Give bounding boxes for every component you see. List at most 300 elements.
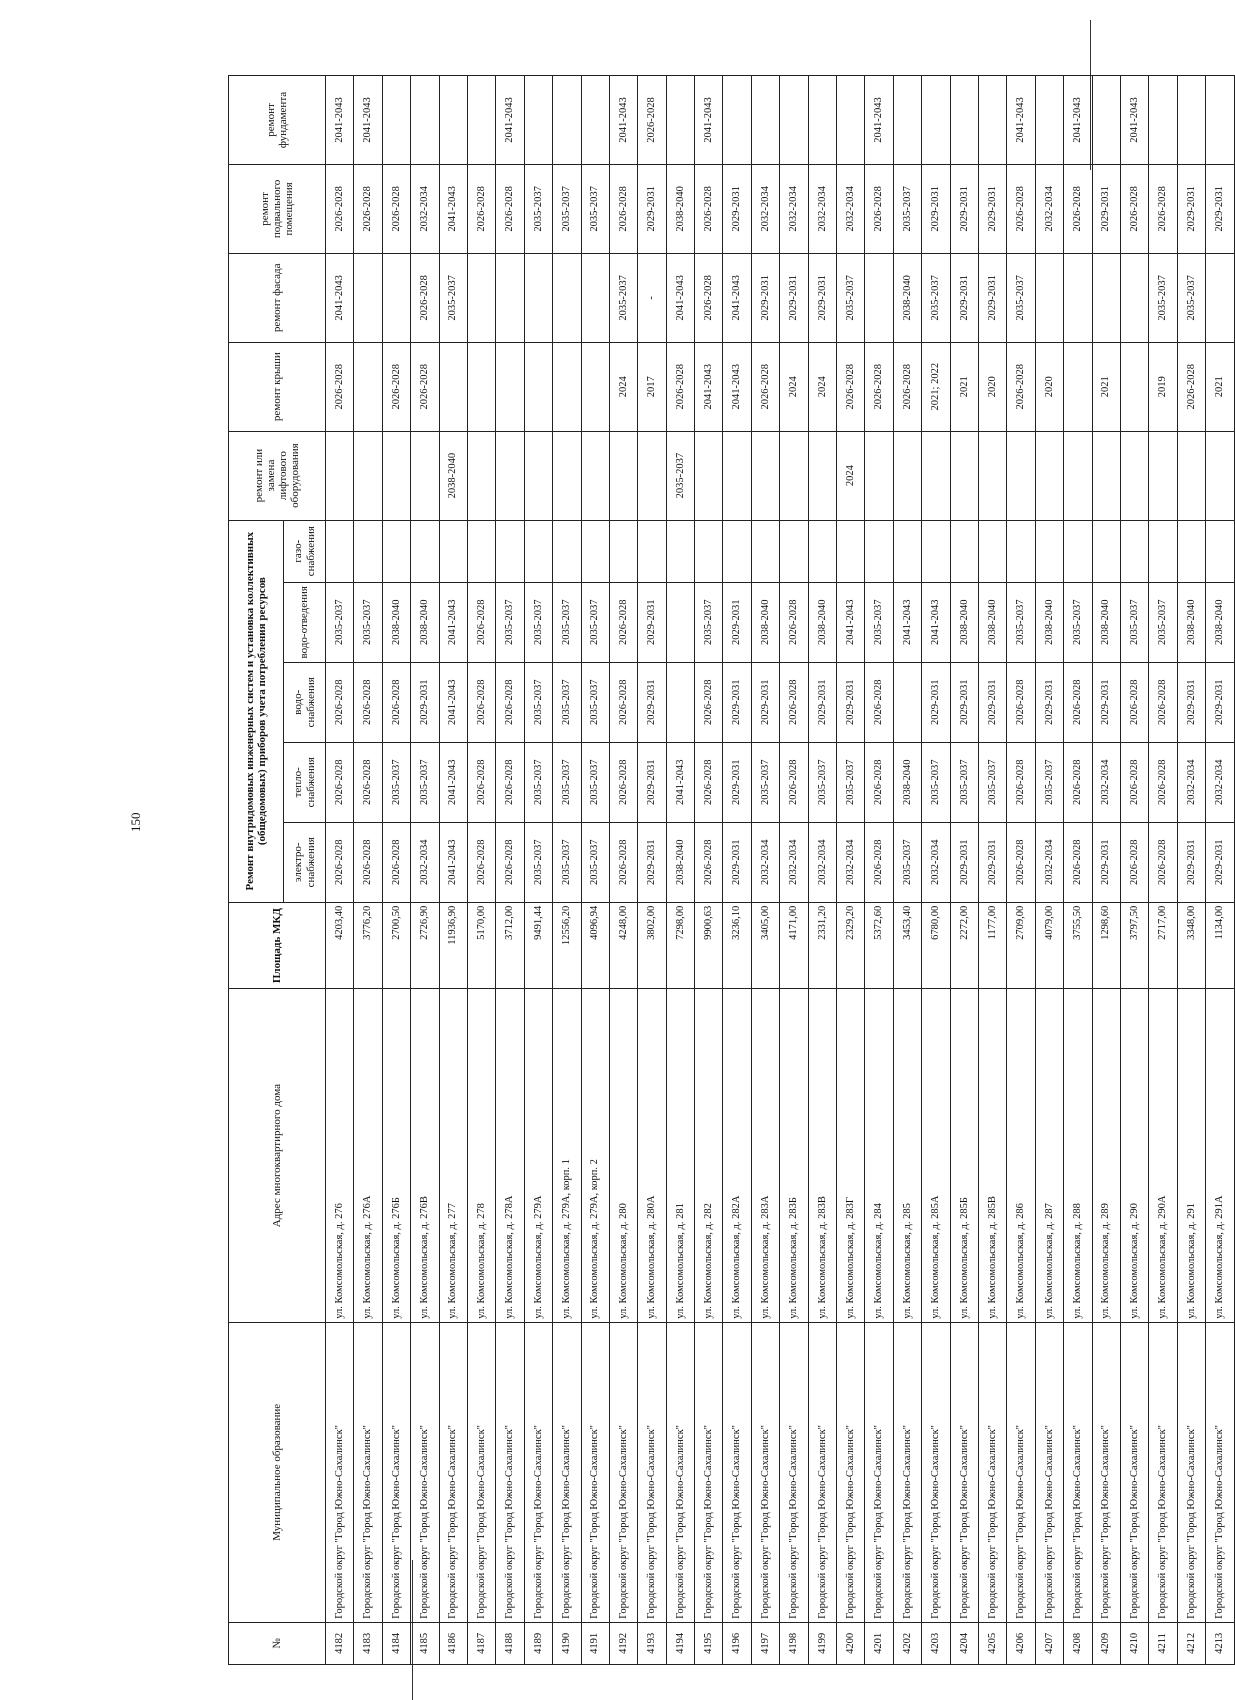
basement-cell: 2032-2034 [751, 164, 779, 253]
sewer-cell: 2035-2037 [553, 582, 581, 662]
address-cell: ул. Комсомольская, д. 285 [893, 989, 921, 1322]
foundation-cell [978, 76, 1006, 165]
area-cell: 9900,63 [695, 902, 723, 989]
facade-cell [1206, 253, 1234, 342]
municipality-cell: Городской округ "Город Южно-Сахалинск" [1035, 1322, 1063, 1622]
heat-cell: 2032-2034 [1177, 742, 1205, 822]
sewer-cell: 2038-2040 [411, 582, 439, 662]
area-cell: 2272,00 [950, 902, 978, 989]
table-row [751, 76, 779, 1665]
basement-cell: 2032-2034 [808, 164, 836, 253]
row-number: 4184 [382, 1622, 410, 1664]
table-row [609, 76, 637, 1665]
electric-cell: 2035-2037 [524, 822, 552, 902]
electric-cell: 2026-2028 [695, 822, 723, 902]
table-row [808, 76, 836, 1665]
foundation-cell: 2041-2043 [354, 76, 382, 165]
water-cell: 2029-2031 [808, 662, 836, 742]
water-cell: 2035-2037 [524, 662, 552, 742]
foundation-cell [780, 76, 808, 165]
heat-cell: 2026-2028 [1149, 742, 1177, 822]
table-row [723, 76, 751, 1665]
water-cell: 2026-2028 [496, 662, 524, 742]
basement-cell: 2032-2034 [411, 164, 439, 253]
basement-cell: 2035-2037 [893, 164, 921, 253]
gas-cell [581, 520, 609, 582]
header-engineering-group: Ремонт внутридомовых инженерных систем и установка коллективных (общедомовых) приборов учета потребления ресурсов [229, 520, 284, 902]
sewer-cell: 2038-2040 [1035, 582, 1063, 662]
roof-cell: 2017 [638, 342, 666, 431]
foundation-cell [837, 76, 865, 165]
heat-cell: 2041-2043 [666, 742, 694, 822]
header-water: водо-снабжения [284, 662, 326, 742]
row-number: 4182 [326, 1622, 354, 1664]
gas-cell [893, 520, 921, 582]
table-row [496, 76, 524, 1665]
water-cell: 2026-2028 [1007, 662, 1035, 742]
gas-cell [723, 520, 751, 582]
water-cell: 2026-2028 [695, 662, 723, 742]
basement-cell: 2026-2028 [695, 164, 723, 253]
electric-cell: 2038-2040 [666, 822, 694, 902]
repair-schedule-table [228, 75, 1235, 1665]
basement-cell: 2029-2031 [1206, 164, 1234, 253]
elevator-cell [1120, 431, 1148, 520]
water-cell: 2026-2028 [609, 662, 637, 742]
water-cell: 2029-2031 [950, 662, 978, 742]
address-cell: ул. Комсомольская, д. 289 [1092, 989, 1120, 1322]
electric-cell: 2026-2028 [1149, 822, 1177, 902]
area-cell: 2329,20 [837, 902, 865, 989]
municipality-cell: Городской округ "Город Южно-Сахалинск" [439, 1322, 467, 1622]
gas-cell [553, 520, 581, 582]
address-cell: ул. Комсомольская, д. 279А [524, 989, 552, 1322]
basement-cell: 2032-2034 [837, 164, 865, 253]
header-area: Площадь МКД [229, 902, 326, 989]
facade-cell: - [638, 253, 666, 342]
address-cell: ул. Комсомольская, д. 283А [751, 989, 779, 1322]
heat-cell: 2032-2034 [1092, 742, 1120, 822]
table-row [1035, 76, 1063, 1665]
foundation-cell [751, 76, 779, 165]
basement-cell: 2029-2031 [1092, 164, 1120, 253]
elevator-cell [354, 431, 382, 520]
table-row [695, 76, 723, 1665]
basement-cell: 2035-2037 [553, 164, 581, 253]
gas-cell [808, 520, 836, 582]
table-row [1007, 76, 1035, 1665]
sewer-cell: 2041-2043 [837, 582, 865, 662]
sewer-cell: 2038-2040 [978, 582, 1006, 662]
municipality-cell: Городской округ "Город Южно-Сахалинск" [354, 1322, 382, 1622]
elevator-cell: 2024 [837, 431, 865, 520]
elevator-cell [695, 431, 723, 520]
sewer-cell: 2035-2037 [354, 582, 382, 662]
roof-cell: 2026-2028 [382, 342, 410, 431]
water-cell: 2029-2031 [1206, 662, 1234, 742]
roof-cell: 2020 [1035, 342, 1063, 431]
basement-cell: 2038-2040 [666, 164, 694, 253]
basement-cell: 2029-2031 [922, 164, 950, 253]
municipality-cell: Городской округ "Город Южно-Сахалинск" [865, 1322, 893, 1622]
area-cell: 3453,40 [893, 902, 921, 989]
municipality-cell: Городской округ "Город Южно-Сахалинск" [553, 1322, 581, 1622]
basement-cell: 2029-2031 [950, 164, 978, 253]
foundation-cell [922, 76, 950, 165]
row-number: 4211 [1149, 1622, 1177, 1664]
sewer-cell: 2035-2037 [581, 582, 609, 662]
roof-cell: 2041-2043 [723, 342, 751, 431]
address-cell: ул. Комсомольская, д. 278 [467, 989, 495, 1322]
gas-cell [666, 520, 694, 582]
elevator-cell [1035, 431, 1063, 520]
heat-cell: 2041-2043 [439, 742, 467, 822]
foundation-cell: 2041-2043 [1007, 76, 1035, 165]
sewer-cell [666, 582, 694, 662]
facade-cell: 2026-2028 [695, 253, 723, 342]
table-row [581, 76, 609, 1665]
gas-cell [1007, 520, 1035, 582]
basement-cell: 2032-2034 [1035, 164, 1063, 253]
electric-cell: 2032-2034 [837, 822, 865, 902]
gas-cell [1206, 520, 1234, 582]
sewer-cell: 2029-2031 [723, 582, 751, 662]
header-foundation: ремонт фундамента [229, 76, 326, 165]
row-number: 4210 [1120, 1622, 1148, 1664]
gas-cell [524, 520, 552, 582]
basement-cell: 2029-2031 [978, 164, 1006, 253]
municipality-cell: Городской округ "Город Южно-Сахалинск" [723, 1322, 751, 1622]
electric-cell: 2032-2034 [751, 822, 779, 902]
sewer-cell: 2029-2031 [638, 582, 666, 662]
table-row [1120, 76, 1148, 1665]
address-cell: ул. Комсомольская, д. 283В [808, 989, 836, 1322]
gas-cell [837, 520, 865, 582]
roof-cell: 2026-2028 [865, 342, 893, 431]
roof-cell [467, 342, 495, 431]
row-number: 4194 [666, 1622, 694, 1664]
area-cell: 4096,94 [581, 902, 609, 989]
roof-cell: 2041-2043 [695, 342, 723, 431]
address-cell: ул. Комсомольская, д. 288 [1064, 989, 1092, 1322]
area-cell: 4203,40 [326, 902, 354, 989]
municipality-cell: Городской округ "Город Южно-Сахалинск" [1120, 1322, 1148, 1622]
facade-cell: 2035-2037 [922, 253, 950, 342]
gas-cell [467, 520, 495, 582]
area-cell: 1134,00 [1206, 902, 1234, 989]
gas-cell [1149, 520, 1177, 582]
header-facade: ремонт фасада [229, 253, 326, 342]
municipality-cell: Городской округ "Город Южно-Сахалинск" [1064, 1322, 1092, 1622]
heat-cell: 2026-2028 [1007, 742, 1035, 822]
gas-cell [609, 520, 637, 582]
header-num: № [229, 1622, 326, 1664]
facade-cell [524, 253, 552, 342]
water-cell: 2029-2031 [1035, 662, 1063, 742]
address-cell: ул. Комсомольская, д. 283Б [780, 989, 808, 1322]
roof-cell: 2026-2028 [326, 342, 354, 431]
foundation-cell: 2041-2043 [1120, 76, 1148, 165]
elevator-cell [1206, 431, 1234, 520]
row-number: 4195 [695, 1622, 723, 1664]
water-cell: 2026-2028 [1120, 662, 1148, 742]
foundation-cell: 2041-2043 [695, 76, 723, 165]
table-body [326, 76, 1235, 1665]
address-cell: ул. Комсомольская, д. 280А [638, 989, 666, 1322]
address-cell: ул. Комсомольская, д. 276В [411, 989, 439, 1322]
municipality-cell: Городской округ "Город Южно-Сахалинск" [751, 1322, 779, 1622]
table-row [467, 76, 495, 1665]
foundation-cell [524, 76, 552, 165]
water-cell: 2026-2028 [354, 662, 382, 742]
address-cell: ул. Комсомольская, д. 287 [1035, 989, 1063, 1322]
roof-cell: 2026-2028 [411, 342, 439, 431]
facade-cell [496, 253, 524, 342]
sewer-cell: 2035-2037 [524, 582, 552, 662]
water-cell: 2041-2043 [439, 662, 467, 742]
gas-cell [1064, 520, 1092, 582]
foundation-cell [723, 76, 751, 165]
table-row [638, 76, 666, 1665]
header-gas: газо-снабжения [284, 520, 326, 582]
table-row [978, 76, 1006, 1665]
address-cell: ул. Комсомольская, д. 276А [354, 989, 382, 1322]
address-cell: ул. Комсомольская, д. 285Б [950, 989, 978, 1322]
sewer-cell: 2038-2040 [382, 582, 410, 662]
foundation-cell [1035, 76, 1063, 165]
electric-cell: 2032-2034 [922, 822, 950, 902]
electric-cell: 2035-2037 [553, 822, 581, 902]
heat-cell: 2032-2034 [1206, 742, 1234, 822]
table-row [326, 76, 354, 1665]
foundation-cell [808, 76, 836, 165]
municipality-cell: Городской округ "Город Южно-Сахалинск" [950, 1322, 978, 1622]
area-cell: 4248,00 [609, 902, 637, 989]
header-address: Адрес многоквартирного дома [229, 989, 326, 1322]
sewer-cell: 2035-2037 [1007, 582, 1035, 662]
electric-cell: 2032-2034 [780, 822, 808, 902]
basement-cell: 2029-2031 [638, 164, 666, 253]
water-cell [893, 662, 921, 742]
row-number: 4192 [609, 1622, 637, 1664]
heat-cell: 2026-2028 [326, 742, 354, 822]
table-row [666, 76, 694, 1665]
electric-cell: 2029-2031 [1177, 822, 1205, 902]
elevator-cell [326, 431, 354, 520]
electric-cell: 2035-2037 [893, 822, 921, 902]
area-cell: 2331,20 [808, 902, 836, 989]
row-number: 4196 [723, 1622, 751, 1664]
water-cell: 2029-2031 [723, 662, 751, 742]
area-cell: 3236,10 [723, 902, 751, 989]
row-number: 4203 [922, 1622, 950, 1664]
row-number: 4185 [411, 1622, 439, 1664]
facade-cell: 2029-2031 [751, 253, 779, 342]
gas-cell [326, 520, 354, 582]
address-cell: ул. Комсомольская, д. 279А, корп. 2 [581, 989, 609, 1322]
area-cell: 2700,50 [382, 902, 410, 989]
basement-cell: 2026-2028 [1120, 164, 1148, 253]
row-number: 4200 [837, 1622, 865, 1664]
table-row [1177, 76, 1205, 1665]
area-cell: 3797,50 [1120, 902, 1148, 989]
facade-cell [581, 253, 609, 342]
electric-cell: 2026-2028 [354, 822, 382, 902]
sewer-cell: 2038-2040 [751, 582, 779, 662]
heat-cell: 2029-2031 [723, 742, 751, 822]
sewer-cell: 2038-2040 [950, 582, 978, 662]
water-cell: 2029-2031 [837, 662, 865, 742]
water-cell: 2026-2028 [467, 662, 495, 742]
roof-cell [524, 342, 552, 431]
water-cell: 2029-2031 [751, 662, 779, 742]
municipality-cell: Городской округ "Город Южно-Сахалинск" [638, 1322, 666, 1622]
address-cell: ул. Комсомольская, д. 280 [609, 989, 637, 1322]
electric-cell: 2032-2034 [411, 822, 439, 902]
table-row [439, 76, 467, 1665]
water-cell: 2029-2031 [978, 662, 1006, 742]
electric-cell: 2029-2031 [638, 822, 666, 902]
row-number: 4199 [808, 1622, 836, 1664]
sewer-cell: 2038-2040 [1206, 582, 1234, 662]
area-cell: 1177,00 [978, 902, 1006, 989]
row-number: 4209 [1092, 1622, 1120, 1664]
area-cell: 11936,90 [439, 902, 467, 989]
basement-cell: 2026-2028 [865, 164, 893, 253]
water-cell: 2026-2028 [1064, 662, 1092, 742]
municipality-cell: Городской округ "Город Южно-Сахалинск" [467, 1322, 495, 1622]
area-cell: 2717,00 [1149, 902, 1177, 989]
water-cell: 2026-2028 [382, 662, 410, 742]
heat-cell: 2035-2037 [978, 742, 1006, 822]
page-number: 150 [128, 812, 143, 832]
row-number: 4198 [780, 1622, 808, 1664]
basement-cell: 2041-2043 [439, 164, 467, 253]
foundation-cell [1206, 76, 1234, 165]
heat-cell: 2035-2037 [751, 742, 779, 822]
facade-cell [467, 253, 495, 342]
table-row [553, 76, 581, 1665]
foundation-cell [1092, 76, 1120, 165]
electric-cell: 2029-2031 [950, 822, 978, 902]
municipality-cell: Городской округ "Город Южно-Сахалинск" [496, 1322, 524, 1622]
row-number: 4207 [1035, 1622, 1063, 1664]
gas-cell [1092, 520, 1120, 582]
electric-cell: 2035-2037 [581, 822, 609, 902]
basement-cell: 2026-2028 [467, 164, 495, 253]
gas-cell [354, 520, 382, 582]
roof-cell: 2020 [978, 342, 1006, 431]
basement-cell: 2026-2028 [1007, 164, 1035, 253]
municipality-cell: Городской округ "Город Южно-Сахалинск" [411, 1322, 439, 1622]
gas-cell [695, 520, 723, 582]
roof-cell [1064, 342, 1092, 431]
heat-cell: 2035-2037 [524, 742, 552, 822]
basement-cell: 2029-2031 [1177, 164, 1205, 253]
table-row [780, 76, 808, 1665]
roof-cell: 2024 [609, 342, 637, 431]
address-cell: ул. Комсомольская, д. 282А [723, 989, 751, 1322]
area-cell: 3405,00 [751, 902, 779, 989]
area-cell: 3348,00 [1177, 902, 1205, 989]
roof-cell: 2021 [1092, 342, 1120, 431]
address-cell: ул. Комсомольская, д. 283Г [837, 989, 865, 1322]
elevator-cell [978, 431, 1006, 520]
electric-cell: 2026-2028 [865, 822, 893, 902]
facade-cell [553, 253, 581, 342]
roof-cell: 2021 [1206, 342, 1234, 431]
sewer-cell: 2038-2040 [1177, 582, 1205, 662]
sewer-cell: 2026-2028 [780, 582, 808, 662]
heat-cell: 2029-2031 [638, 742, 666, 822]
elevator-cell [609, 431, 637, 520]
electric-cell: 2029-2031 [1206, 822, 1234, 902]
basement-cell: 2026-2028 [496, 164, 524, 253]
elevator-cell [1149, 431, 1177, 520]
gas-cell [1120, 520, 1148, 582]
row-number: 4188 [496, 1622, 524, 1664]
gas-cell [751, 520, 779, 582]
basement-cell: 2035-2037 [524, 164, 552, 253]
header-electric: электро-снабжения [284, 822, 326, 902]
elevator-cell [382, 431, 410, 520]
address-cell: ул. Комсомольская, д. 278А [496, 989, 524, 1322]
electric-cell: 2041-2043 [439, 822, 467, 902]
sewer-cell: 2035-2037 [865, 582, 893, 662]
municipality-cell: Городской округ "Город Южно-Сахалинск" [978, 1322, 1006, 1622]
roof-cell: 2021 [950, 342, 978, 431]
basement-cell: 2032-2034 [780, 164, 808, 253]
foundation-cell: 2026-2028 [638, 76, 666, 165]
elevator-cell [723, 431, 751, 520]
sewer-cell: 2035-2037 [326, 582, 354, 662]
water-cell: 2029-2031 [411, 662, 439, 742]
table-row [1064, 76, 1092, 1665]
row-number: 4212 [1177, 1622, 1205, 1664]
water-cell: 2026-2028 [780, 662, 808, 742]
heat-cell: 2026-2028 [467, 742, 495, 822]
roof-cell: 2026-2028 [751, 342, 779, 431]
foundation-cell [666, 76, 694, 165]
basement-cell: 2026-2028 [354, 164, 382, 253]
table-row [1092, 76, 1120, 1665]
heat-cell: 2035-2037 [922, 742, 950, 822]
facade-cell: 2041-2043 [326, 253, 354, 342]
municipality-cell: Городской округ "Город Южно-Сахалинск" [609, 1322, 637, 1622]
facade-cell [1035, 253, 1063, 342]
roof-cell: 2024 [780, 342, 808, 431]
header-heat: тепло-снабжения [284, 742, 326, 822]
sewer-cell: 2035-2037 [496, 582, 524, 662]
elevator-cell [893, 431, 921, 520]
row-number: 4187 [467, 1622, 495, 1664]
address-cell: ул. Комсомольская, д. 279А, корп. 1 [553, 989, 581, 1322]
table-row [524, 76, 552, 1665]
row-number: 4204 [950, 1622, 978, 1664]
roof-cell [581, 342, 609, 431]
facade-cell [865, 253, 893, 342]
elevator-cell [553, 431, 581, 520]
water-cell: 2026-2028 [326, 662, 354, 742]
water-cell: 2035-2037 [553, 662, 581, 742]
gas-cell [1035, 520, 1063, 582]
header-roof: ремонт крыши [229, 342, 326, 431]
address-cell: ул. Комсомольская, д. 276Б [382, 989, 410, 1322]
foundation-cell [581, 76, 609, 165]
row-number: 4208 [1064, 1622, 1092, 1664]
sewer-cell: 2038-2040 [1092, 582, 1120, 662]
foundation-cell [950, 76, 978, 165]
